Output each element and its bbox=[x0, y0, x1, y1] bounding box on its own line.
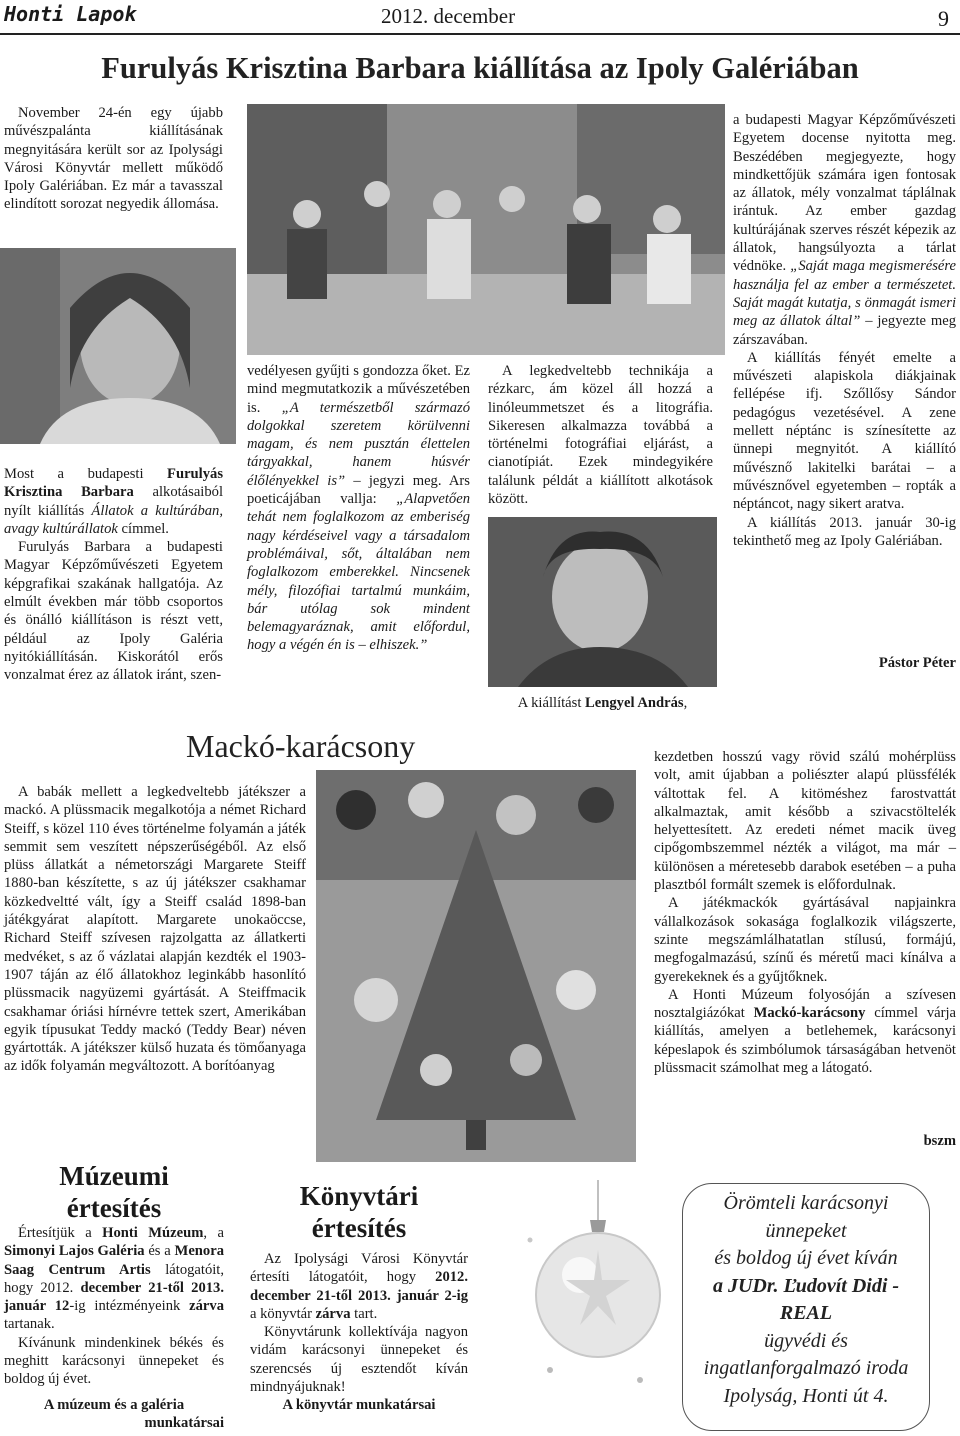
audience-photo bbox=[247, 104, 725, 355]
article2-col3-p3 bbox=[654, 986, 956, 1077]
teddy-illustration bbox=[316, 770, 636, 1162]
text-span: a könyvtár bbox=[250, 1305, 316, 1322]
audience-illustration bbox=[247, 104, 725, 355]
article2-col1-paragraph: A babák mellett a legkedveltebb játékszer a mackó. A plüssmacik megalkotója a német Richard Steiff, s közel 110 éves történelme folyamán a játék semmit sem veszített népszerűségéből. Az első plüss állatkát a németországi Margarete Steiff 1880-ban készítette, s az új játékszer csakhamar közkedveltté vált, így a Steiff család 1898-ban játékgyárat alapított. Margarete unokaöccse, Richard Steiff szívesen rajzolgatta az állatkerti medvéket, s az ő vázlatai alapján kezdték el 1903-1907 táján az élő állatokhoz leginkább hasonlító plüssmacik nagyüzemi gyártását. A Steiffmacik csakhamar óriási hírnévre tettek szert, Amerikában egyik típusukat Teddy mackó (Teddy Bear) néven gyártották. A játékszer külső huzata és tömőanyaga az idők folyamán megváltozott. A borítóanyag bbox=[4, 784, 306, 1075]
text-span: -ig intézményeink bbox=[69, 1298, 190, 1315]
ad-line: ünnepeket bbox=[765, 1219, 847, 1242]
greeting-ad-box bbox=[682, 1183, 930, 1431]
text-span: alkotásaiból nyílt kiállítás bbox=[4, 484, 224, 519]
article2-col3-p2: A játékmackók gyártásával napjainkra vállalkozások sokasága foglalkozik világszerte, szinte megszámlálhatatlan stílusú, formájú, megfogalmazású, színű és méretű maci kínálva a gyerekeknek és a gyűjtőknek. bbox=[654, 895, 956, 985]
text-span: , a bbox=[203, 1225, 224, 1241]
text-span: Most a budapesti bbox=[4, 466, 168, 482]
article2-col3-p1: kezdetben hosszú vagy rövid szálú mohérplüss volt, amit újabban a poliészter alapú plüssfélék váltottak fel. A kitöméshez farostvattát alkalmaztak, amit később a szivacstöltelék helyettesített. Az eredeti német macik üveg cipőgombszemmel nézték a világot, ma már – különösen a méretesebb darabok esetében – a puha plasztból formált szemek is előfordulnak. bbox=[654, 749, 956, 894]
text-span: vedélyesen gyűjti s gondozza őket. Ez mind megmutatkozik a művészetében is. bbox=[247, 363, 470, 416]
article1-col3-paragraph: A legkedveltebb technikája a rézkarc, ám közel áll hozzá a linóleummetszet és a litográfia. Sikeresen alkalmazza továbbá a történelmi fotográfiai eljárást, a cianotípiát. Ezek mindegyikére találunk példát a kiállított alkotások között. bbox=[488, 363, 713, 508]
teddy-bears-photo bbox=[316, 770, 636, 1162]
title-line: értesítés bbox=[66, 1193, 162, 1223]
closure-dates: 2012. december 21-től 2013. január 2-ig bbox=[250, 1269, 468, 1304]
article-title-teddy: Mackó-karácsony bbox=[186, 728, 416, 764]
ad-company-suffix: REAL bbox=[779, 1302, 833, 1324]
gallery-name: Simonyi Lajos Galéria bbox=[4, 1243, 145, 1260]
text-span: látogatóit, hogy 2012. bbox=[4, 1261, 224, 1296]
text-span: A Honti Múzeum folyosóján a szívesen nosztalgiázókat bbox=[654, 986, 956, 1022]
signature-line: munkatársai bbox=[144, 1415, 224, 1431]
library-notice-title bbox=[250, 1180, 468, 1244]
speaker-photo-caption bbox=[488, 694, 717, 712]
text-span: tart. bbox=[350, 1305, 378, 1322]
ornament-icon bbox=[490, 1180, 690, 1430]
article1-intro-paragraph: November 24-én egy újabb művészpalánta kiállításának megnyitására került sor az Ipolysági Városi Könyvtár mellett működő Ipoly Galériában. Ez már a tavasszal elindított sorozat negyedik állomása. bbox=[4, 105, 223, 213]
library-notice-p2: Könyvtárunk kollektívája nagyon vidám karácsonyi ünnepeket és szerencsés új esztendőt kíván mindnyájuknak! bbox=[250, 1324, 468, 1396]
patron-quote: „Saját maga megismerésére használja fel az ember a természetet. Saját magát kutatja, s önmagát ismeri meg az állatok által” bbox=[733, 258, 956, 330]
library-notice-signature: A könyvtár munkatársai bbox=[282, 1397, 436, 1413]
opening-speaker-photo bbox=[488, 517, 717, 687]
article1-p2 bbox=[4, 465, 223, 538]
article2-col3 bbox=[654, 748, 956, 1077]
artist-name: Furulyás Krisztina Barbara bbox=[4, 466, 223, 501]
text-span: – jegyzi meg. Ars poeticájában vallja: bbox=[247, 472, 470, 508]
museum-notice-title bbox=[4, 1160, 224, 1224]
signature-line: A múzeum és a galéria bbox=[43, 1397, 185, 1413]
text-span: , bbox=[683, 695, 688, 711]
issue-date: 2012. december bbox=[381, 4, 516, 28]
portrait-illustration bbox=[0, 248, 236, 444]
ad-line: Örömteli karácsonyi bbox=[723, 1192, 889, 1214]
museum-notice-p1 bbox=[4, 1224, 224, 1334]
page-number: 9 bbox=[938, 6, 949, 31]
christmas-ornament-illustration bbox=[490, 1180, 690, 1430]
closed-word: zárva bbox=[189, 1298, 224, 1315]
article1-col1-body bbox=[4, 465, 223, 685]
title-line: Könyvtári bbox=[299, 1181, 419, 1211]
title-line: értesítés bbox=[311, 1213, 407, 1243]
artist-quote-1: „A természetből származó dolgokkal szeretem körülvenni magam, és nem pusztán élettelen tárgyakkal, hanem húsvér élőlényekkel is” bbox=[247, 399, 471, 489]
article1-col4-p3: A kiállítás 2013. január 30-ig tekinthető meg az Ipoly Galériában. bbox=[733, 514, 956, 549]
article2-col1 bbox=[4, 783, 306, 1076]
museum-notice-signature bbox=[4, 1396, 224, 1432]
library-notice-body bbox=[250, 1250, 468, 1396]
text-span: a budapesti Magyar Képzőművészeti Egyetem docense nyitotta meg. Beszédében megjegyezte, hogy mindkettőjük számára igen fontosak az állatok, mély vonzalmat táplálnak irántuk. Az ember gazdag kultúrájának szerves részét képezik az állatok, hangsúlyozta a tárlat védnöke. bbox=[733, 112, 956, 275]
text-span: címmel várja kiállítás, amelyen a betlehemek, karácsonyi képeslapok és szimbólumok társaságában hetvenöt plüssmacit számolhat meg a látogató. bbox=[654, 1005, 957, 1077]
ad-line: és boldog új évet kíván bbox=[714, 1247, 898, 1269]
header-rule bbox=[0, 33, 960, 35]
exhibition-title: Állatok a kultúrában, avagy kultúrállatok bbox=[4, 502, 223, 537]
text-span: Az Ipolysági Városi Könyvtár értesíti látogatóit, hogy bbox=[250, 1251, 468, 1286]
museum-notice-body bbox=[4, 1224, 224, 1389]
article2-author: bszm bbox=[923, 1133, 956, 1149]
article1-col4-p2: A kiállítás fényét emelte a művészeti alapiskola diákjainak fellépése ifj. Szőllősy Sándor pedagógus vezetésével. A zene mellett néptánc is színesítette az ünnepi megnyitót. A kiállító művésznő lakitelki barátai – a művésznővel egyetemben – ropták a néptáncot, nagy sikert aratva. bbox=[733, 349, 956, 513]
artist-portrait-photo bbox=[0, 248, 236, 444]
title-line: Múzeumi bbox=[59, 1161, 169, 1191]
article1-col2 bbox=[247, 362, 470, 655]
article1-col1-intro bbox=[4, 104, 223, 214]
ad-line: ingatlanforgalmazó iroda bbox=[703, 1357, 909, 1379]
speaker-name: Lengyel András bbox=[585, 695, 684, 711]
artist-quote-2: „Alapvetően tehát nem foglalkozom az emberiség nagy kérdéseivel vagy a társadalom problémáival, sőt, általában nem foglalkozom emberekkel. Nincsenek mély, filozófiai tartalmú munkáim, bár utólag sok mindent belemagyaráznak, amit előfordul, hogy a végén én is – elhiszek.” bbox=[247, 491, 470, 654]
library-notice-p1 bbox=[250, 1250, 468, 1323]
article1-col2-paragraph bbox=[247, 362, 470, 655]
museum-name: Honti Múzeum bbox=[102, 1225, 204, 1241]
article1-author: Pástor Péter bbox=[878, 655, 956, 671]
ad-company-name: a JUDr. Ľudovít Didi - bbox=[712, 1274, 900, 1297]
text-span: – jegyezte meg zárszavában. bbox=[733, 313, 956, 348]
ad-address: Ipolyság, Honti út 4. bbox=[723, 1384, 889, 1407]
text-span: Értesítjük a bbox=[18, 1225, 103, 1241]
text-span: és a bbox=[144, 1243, 175, 1260]
closed-word: zárva bbox=[315, 1305, 351, 1322]
article1-p3: Furulyás Barbara a budapesti Magyar Képzőművészeti Egyetem képgrafikai szakának hallgatója. Az elmúlt években már több csoportos és önálló kiállításon is részt vett, például az Ipoly Galéria nyitókiállításán. Kiskorától erős vonzalmat érez az állatok iránt, szen- bbox=[4, 539, 223, 684]
text-span: A kiállítást bbox=[517, 695, 586, 711]
centre-name: Menora Saag Centrum Artis bbox=[4, 1243, 224, 1278]
article1-col4-p1 bbox=[733, 111, 956, 349]
ad-line: ügyvédi és bbox=[764, 1329, 848, 1352]
text-span: tartanak. bbox=[4, 1316, 55, 1333]
article-title-exhibition: Furulyás Krisztina Barbara kiállítása az Ipoly Galériában bbox=[101, 51, 859, 85]
closure-dates: december 21-től 2013. január 12 bbox=[4, 1279, 224, 1315]
article1-col4 bbox=[733, 111, 956, 550]
text-span: címmel. bbox=[117, 520, 169, 537]
article1-col3 bbox=[488, 362, 713, 508]
museum-notice-p2: Kívánunk mindenkinek békés és meghitt karácsonyi ünnepeket és boldog új évet. bbox=[4, 1334, 224, 1388]
exhibition-name: Mackó-karácsony bbox=[753, 1005, 866, 1022]
paper-name: Honti Lapok bbox=[4, 2, 137, 26]
speaker-illustration bbox=[488, 517, 717, 687]
